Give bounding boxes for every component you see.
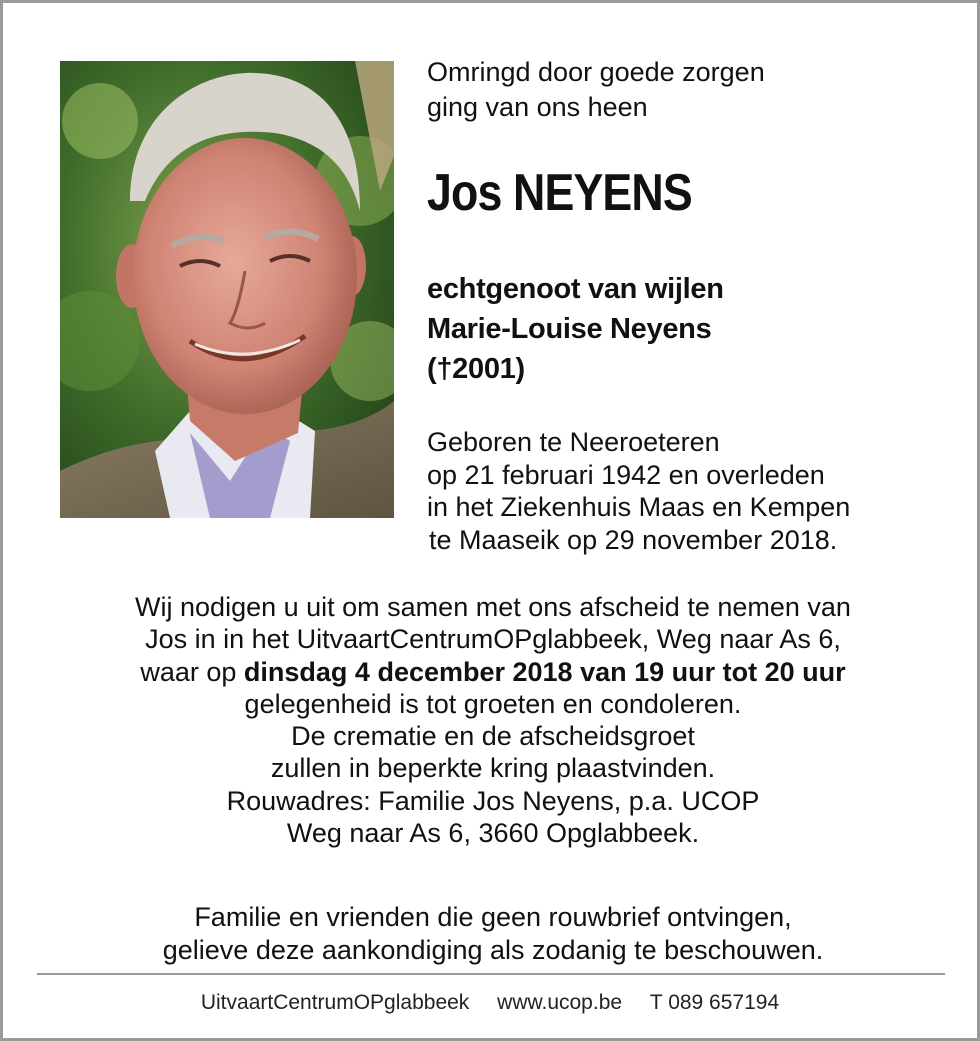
notice-line-2: gelieve deze aankondiging als zodanig te beschouwen.: [162, 935, 824, 965]
deceased-name: Jos NEYENS: [427, 164, 692, 222]
footer-phone: T 089 657194: [649, 991, 780, 1014]
footer-website[interactable]: www.ucop.be: [497, 991, 623, 1014]
footer: [3, 989, 977, 1017]
footer-company: UitvaartCentrumOPglabbeek: [200, 991, 470, 1014]
spouse-info: [427, 269, 724, 389]
invite-line-3: [43, 656, 943, 688]
invite-line-8: Weg naar As 6, 3660 Opglabbeek.: [286, 818, 700, 849]
visitation-datetime: dinsdag 4 december 2018 van 19 uur tot 20 uur: [243, 656, 846, 687]
intro-line-2: ging van ons heen: [427, 92, 648, 122]
intro-line-1: Omringd door goede zorgen: [427, 57, 765, 87]
born-line-2: op 21 februari 1942 en overleden: [427, 459, 825, 490]
spouse-line-3: (†2001): [427, 353, 525, 385]
invite-line-3-prefix: waar op: [140, 656, 244, 687]
invite-line-5: De crematie en de afscheidsgroet: [291, 721, 695, 752]
invite-line-7: Rouwadres: Familie Jos Neyens, p.a. UCOP: [226, 785, 760, 816]
invite-line-6: zullen in beperkte kring plaastvinden.: [270, 753, 716, 784]
invite-line-2: Jos in in het UitvaartCentrumOPglabbeek, Weg naar As 6,: [145, 624, 841, 655]
notice-line-1: Familie en vrienden die geen rouwbrief ontvingen,: [194, 902, 792, 932]
born-line-3: in het Ziekenhuis Maas en Kempen: [427, 492, 851, 522]
spouse-line-1: echtgenoot van wijlen: [427, 273, 724, 305]
born-line-1: Geboren te Neeroeteren: [427, 427, 720, 457]
invitation-text: [43, 591, 943, 849]
footer-divider: [37, 973, 945, 975]
birth-death-info: [427, 426, 850, 556]
invite-line-4: gelegenheid is tot groeten en condoleren.: [244, 688, 742, 719]
intro-text: [427, 55, 765, 125]
invite-line-1: Wij nodigen u uit om samen met ons afscheid te nemen van: [135, 592, 851, 622]
born-line-4: te Maaseik op 29 november 2018.: [429, 524, 838, 555]
notice-text: [43, 901, 943, 967]
portrait-photo: [60, 61, 394, 518]
spouse-line-2: Marie-Louise Neyens: [427, 313, 712, 345]
